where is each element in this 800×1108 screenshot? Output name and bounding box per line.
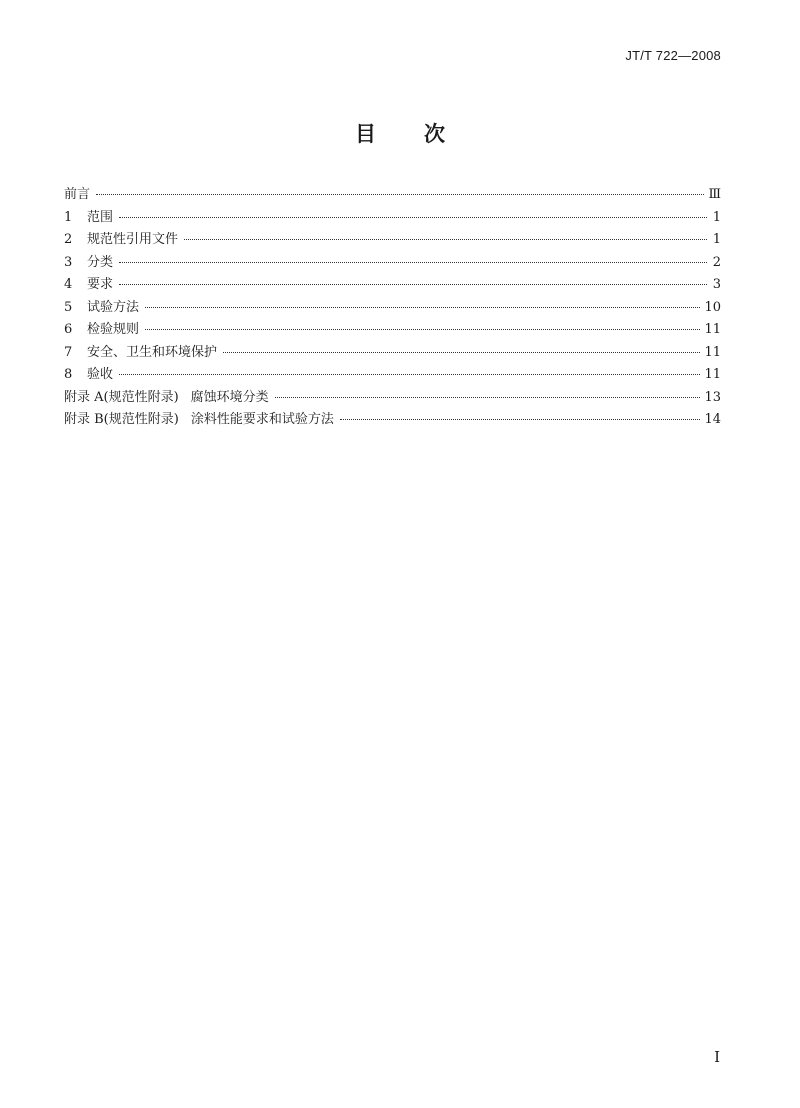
page-number: I xyxy=(714,1048,720,1066)
toc-entry-annex-b[interactable] xyxy=(64,408,721,431)
toc-entry-page: 11 xyxy=(704,322,721,337)
toc-leader-dots xyxy=(275,397,701,398)
toc-entry-number: 1 xyxy=(64,209,73,225)
toc-leader-dots xyxy=(145,329,700,330)
title-char-1: 目 xyxy=(355,122,376,146)
toc-leader-dots xyxy=(223,352,700,353)
toc-entry-subtitle: 涂料性能要求和试验方法 xyxy=(190,412,334,427)
toc-entry-page: 11 xyxy=(704,344,721,360)
toc-leader-dots xyxy=(96,194,704,195)
toc-entry-label: 检验规则 xyxy=(87,322,140,337)
toc-entry-number: 5 xyxy=(64,299,73,315)
toc-entry-1[interactable] xyxy=(64,206,721,229)
standard-code: JT/T 722—2008 xyxy=(625,48,721,63)
toc-entry-label: 要求 xyxy=(87,277,114,292)
toc-entry-number: 3 xyxy=(64,254,73,270)
toc-entry-label: 附录 A(规范性附录) xyxy=(64,389,179,405)
toc-entry-annex-a[interactable] xyxy=(64,386,721,409)
toc-leader-dots xyxy=(145,307,700,308)
toc-entry-page: 11 xyxy=(704,367,721,382)
toc-entry-label: 试验方法 xyxy=(87,299,140,315)
toc-entry-number: 6 xyxy=(64,322,73,337)
page-title xyxy=(0,118,800,148)
toc-entry-page: Ⅲ xyxy=(708,187,721,202)
toc-entry-number: 8 xyxy=(64,367,73,382)
toc-entry-4[interactable] xyxy=(64,273,721,296)
toc-entry-page: 2 xyxy=(712,254,721,270)
toc-entry-number: 4 xyxy=(64,277,73,292)
toc-entry-label: 分类 xyxy=(87,254,114,270)
toc-entry-page: 1 xyxy=(712,209,721,225)
toc-entry-label: 前言 xyxy=(64,187,91,202)
toc-entry-label: 规范性引用文件 xyxy=(87,232,179,247)
toc-entry-8[interactable] xyxy=(64,363,721,386)
toc-leader-dots xyxy=(340,419,701,420)
toc-entry-2[interactable] xyxy=(64,228,721,251)
toc-entry-subtitle: 腐蚀环境分类 xyxy=(190,389,269,405)
title-char-2: 次 xyxy=(424,122,445,146)
toc-leader-dots xyxy=(119,284,707,285)
toc-entry-6[interactable] xyxy=(64,318,721,341)
toc-leader-dots xyxy=(184,239,707,240)
toc-entry-page: 14 xyxy=(704,412,721,427)
toc-entry-3[interactable] xyxy=(64,251,721,274)
toc-entry-7[interactable] xyxy=(64,341,721,364)
toc-entry-number: 2 xyxy=(64,232,73,247)
toc-entry-number: 7 xyxy=(64,344,73,360)
toc-entry-label: 安全、卫生和环境保护 xyxy=(87,344,218,360)
toc-leader-dots xyxy=(119,374,700,375)
toc-entry-label: 验收 xyxy=(87,367,114,382)
toc-entry-label: 附录 B(规范性附录) xyxy=(64,412,179,427)
toc-entry-label: 范围 xyxy=(87,209,114,225)
table-of-contents xyxy=(64,183,721,431)
toc-entry-page: 3 xyxy=(712,277,721,292)
toc-entry-page: 13 xyxy=(704,389,721,405)
toc-leader-dots xyxy=(119,262,707,263)
toc-entry-page: 10 xyxy=(704,299,721,315)
toc-entry-foreword[interactable] xyxy=(64,183,721,206)
toc-leader-dots xyxy=(119,217,707,218)
toc-entry-page: 1 xyxy=(712,232,721,247)
toc-entry-5[interactable] xyxy=(64,296,721,319)
